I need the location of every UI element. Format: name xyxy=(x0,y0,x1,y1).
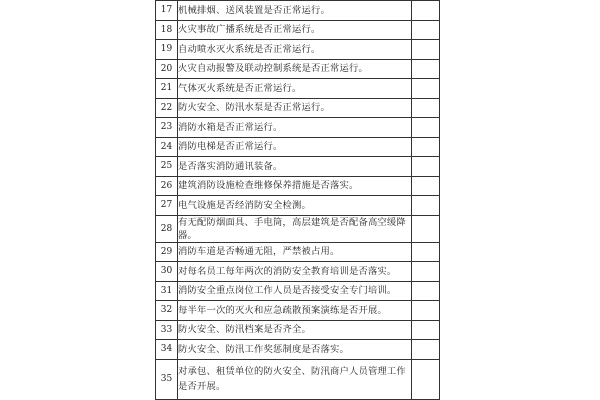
item-number: 17 xyxy=(156,1,178,21)
check-cell[interactable] xyxy=(412,118,440,138)
item-number: 25 xyxy=(156,157,178,177)
item-description: 消防水箱是否正常运行。 xyxy=(178,118,412,138)
table-row xyxy=(156,320,440,340)
item-description: 气体灭火系统是否正常运行。 xyxy=(178,79,412,99)
item-description: 防火安全、防汛工作奖惩制度是否落实。 xyxy=(178,340,412,360)
item-description: 防火安全、防汛水泵是否正常运行。 xyxy=(178,98,412,118)
check-cell[interactable] xyxy=(412,98,440,118)
item-number: 26 xyxy=(156,176,178,196)
check-cell[interactable] xyxy=(412,1,440,21)
item-number: 34 xyxy=(156,340,178,360)
item-description: 防火安全、防汛档案是否齐全。 xyxy=(178,320,412,340)
item-number: 35 xyxy=(156,359,178,399)
check-cell[interactable] xyxy=(412,320,440,340)
check-cell[interactable] xyxy=(412,262,440,282)
item-description: 对每名员工每年两次的消防安全教育培训是否落实。 xyxy=(178,262,412,282)
table-row xyxy=(156,20,440,40)
item-number: 20 xyxy=(156,59,178,79)
table-row xyxy=(156,281,440,301)
item-number: 30 xyxy=(156,262,178,282)
check-cell[interactable] xyxy=(412,20,440,40)
check-cell[interactable] xyxy=(412,40,440,60)
table-row xyxy=(156,1,440,21)
item-number: 33 xyxy=(156,320,178,340)
table-row xyxy=(156,215,440,242)
check-cell[interactable] xyxy=(412,215,440,242)
item-description: 自动喷水灭火系统是否正常运行。 xyxy=(178,40,412,60)
check-cell[interactable] xyxy=(412,281,440,301)
table-row xyxy=(156,98,440,118)
check-cell[interactable] xyxy=(412,301,440,321)
item-number: 19 xyxy=(156,40,178,60)
table-row xyxy=(156,359,440,399)
table-row xyxy=(156,137,440,157)
item-number: 31 xyxy=(156,281,178,301)
item-description: 消防车道是否畅通无阻，严禁被占用。 xyxy=(178,242,412,262)
checklist-body xyxy=(156,1,440,400)
check-cell[interactable] xyxy=(412,176,440,196)
table-row xyxy=(156,118,440,138)
check-cell[interactable] xyxy=(412,137,440,157)
check-cell[interactable] xyxy=(412,79,440,99)
item-number: 27 xyxy=(156,196,178,216)
item-description: 建筑消防设施检查维修保养措施是否落实。 xyxy=(178,176,412,196)
table-row xyxy=(156,40,440,60)
item-description: 电气设施是否经消防安全检测。 xyxy=(178,196,412,216)
item-number: 21 xyxy=(156,79,178,99)
item-number: 29 xyxy=(156,242,178,262)
table-row xyxy=(156,262,440,282)
item-number: 23 xyxy=(156,118,178,138)
item-number: 32 xyxy=(156,301,178,321)
table-row xyxy=(156,79,440,99)
item-description: 对承包、租赁单位的防火安全、防汛商户人员管理工作是否开展。 xyxy=(178,359,412,399)
item-description: 每半年一次的灭火和应急疏散预案演练是否开展。 xyxy=(178,301,412,321)
check-cell[interactable] xyxy=(412,157,440,177)
check-cell[interactable] xyxy=(412,340,440,360)
item-number: 22 xyxy=(156,98,178,118)
checklist-table xyxy=(155,0,440,400)
item-description: 消防电梯是否正常运行。 xyxy=(178,137,412,157)
table-row xyxy=(156,157,440,177)
item-description: 消防安全重点岗位工作人员是否接受安全专门培训。 xyxy=(178,281,412,301)
table-row xyxy=(156,196,440,216)
table-row xyxy=(156,242,440,262)
check-cell[interactable] xyxy=(412,59,440,79)
table-row xyxy=(156,59,440,79)
item-description: 火灾事故广播系统是否正常运行。 xyxy=(178,20,412,40)
table-row xyxy=(156,301,440,321)
table-row xyxy=(156,176,440,196)
item-description: 机械排烟、送风装置是否正常运行。 xyxy=(178,1,412,21)
check-cell[interactable] xyxy=(412,196,440,216)
item-description: 是否落实消防通讯装备。 xyxy=(178,157,412,177)
item-number: 28 xyxy=(156,215,178,242)
check-cell[interactable] xyxy=(412,359,440,399)
item-description: 火灾自动报警及联动控制系统是否正常运行。 xyxy=(178,59,412,79)
check-cell[interactable] xyxy=(412,242,440,262)
item-number: 18 xyxy=(156,20,178,40)
item-description: 有无配防烟面具、手电筒，高层建筑是否配备高空缓降器。 xyxy=(178,215,412,242)
item-number: 24 xyxy=(156,137,178,157)
table-row xyxy=(156,340,440,360)
